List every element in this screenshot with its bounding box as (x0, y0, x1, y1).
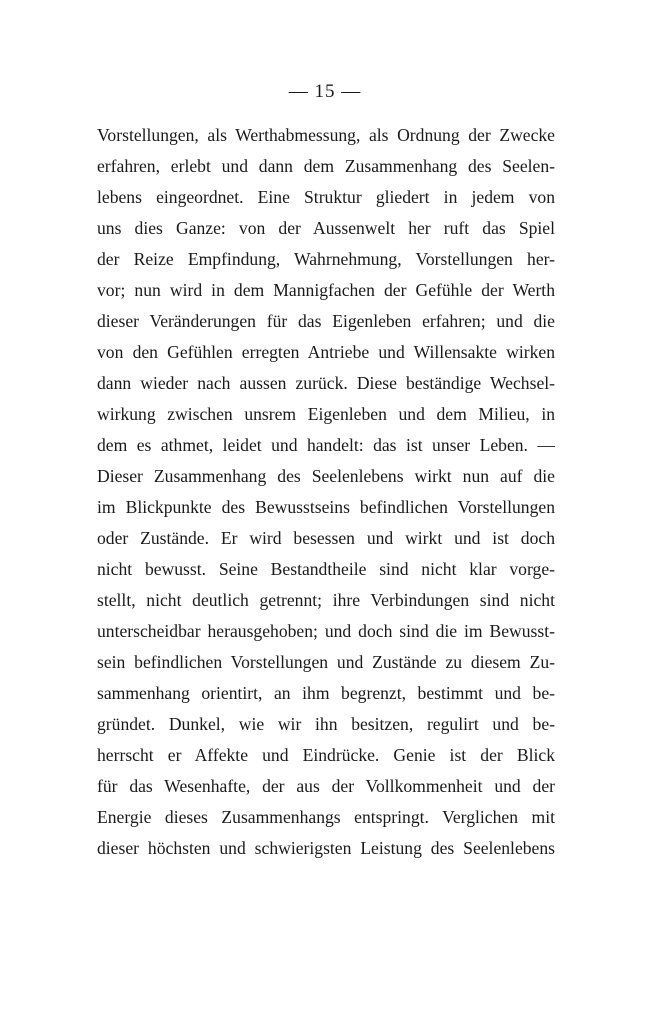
text-line: nicht bewusst. Seine Bestandtheile sind nicht klar vorge- (97, 559, 555, 579)
text-line: für das Wesenhafte, der aus der Vollkommenheit und der (97, 776, 555, 796)
text-line: dem es athmet, leidet und handelt: das ist unser Leben. — (97, 435, 555, 455)
text-line: der Reize Empfindung, Wahrnehmung, Vorstellungen her- (97, 249, 555, 269)
text-line: wirkung zwischen unsrem Eigenleben und dem Milieu, in (97, 404, 555, 424)
text-line: sammenhang orientirt, an ihm begrenzt, bestimmt und be- (97, 683, 555, 703)
text-line: Dieser Zusammenhang des Seelenlebens wirkt nun auf die (97, 466, 555, 486)
text-line: erfahren, erlebt und dann dem Zusammenhang des Seelen- (97, 156, 555, 176)
text-line: dann wieder nach aussen zurück. Diese beständige Wechsel- (97, 373, 555, 393)
text-line: von den Gefühlen erregten Antriebe und Willensakte wirken (97, 342, 555, 362)
text-line: Vorstellungen, als Werthabmessung, als Ordnung der Zwecke (97, 125, 555, 145)
text-line: dieser höchsten und schwierigsten Leistung des Seelenlebens (97, 838, 555, 858)
text-line: herrscht er Affekte und Eindrücke. Genie ist der Blick (97, 745, 555, 765)
text-line: lebens eingeordnet. Eine Struktur gliedert in jedem von (97, 187, 555, 207)
text-line: dieser Veränderungen für das Eigenleben erfahren; und die (97, 311, 555, 331)
text-line: vor; nun wird in dem Mannigfachen der Gefühle der Werth (97, 280, 555, 300)
page-number: — 15 — (288, 81, 362, 102)
text-line: sein befindlichen Vorstellungen und Zustände zu diesem Zu- (97, 652, 555, 672)
text-line: im Blickpunkte des Bewusstseins befindlichen Vorstellungen (97, 497, 555, 517)
text-line: unterscheidbar herausgehoben; und doch sind die im Bewusst- (97, 621, 555, 641)
body-text (97, 120, 555, 864)
text-line: Energie dieses Zusammenhangs entspringt. Verglichen mit (97, 807, 555, 827)
text-line: uns dies Ganze: von der Aussenwelt her ruft das Spiel (97, 218, 555, 238)
text-line: stellt, nicht deutlich getrennt; ihre Verbindungen sind nicht (97, 590, 555, 610)
text-line: oder Zustände. Er wird besessen und wirkt und ist doch (97, 528, 555, 548)
text-line: gründet. Dunkel, wie wir ihn besitzen, regulirt und be- (97, 714, 555, 734)
